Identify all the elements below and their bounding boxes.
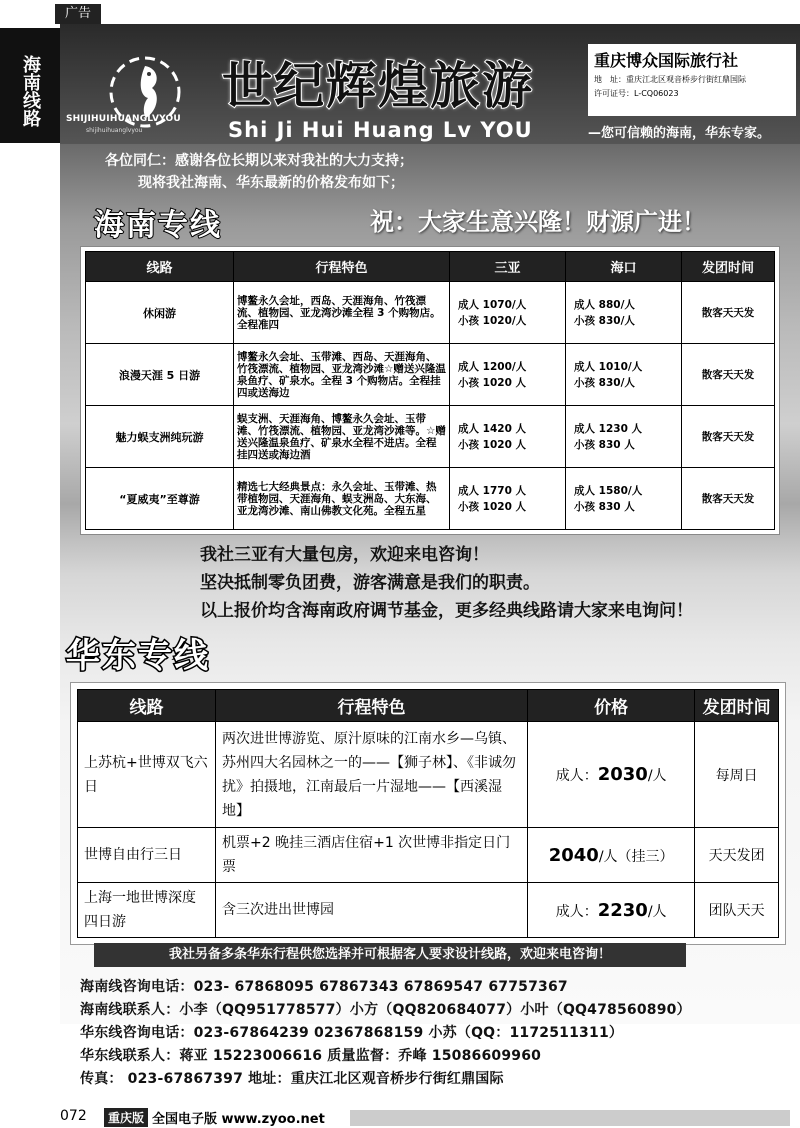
col-header-route: 线路: [78, 690, 216, 722]
route-cell: 上苏杭+世博双飞六日: [78, 722, 216, 828]
route-cell: “夏威夷”至尊游: [86, 468, 234, 530]
features-cell: 机票+2 晚挂三酒店住宿+1 次世博非指定日门票: [216, 828, 528, 883]
departure-cell: 团队天天: [695, 883, 779, 938]
custom-route-notice: 我社另备多条华东行程供您选择并可根据客人要求设计线路，欢迎来电咨询！: [94, 943, 686, 967]
price-value: 2030: [597, 764, 648, 785]
promo-line-2: 坚决抵制零负团费，游客满意是我们的职责。: [200, 573, 540, 593]
table-row: [78, 828, 779, 883]
price-prefix: 成人：: [555, 903, 598, 920]
table-row: [86, 282, 775, 344]
side-section-tab: 海南线路: [0, 28, 60, 143]
col-header-date: 发团时间: [695, 690, 779, 722]
haikou-price-cell: [566, 468, 682, 530]
contact-line-3: 华东线咨询电话：023-67864239 02367868159 小苏（QQ：1172511311）: [80, 1025, 624, 1041]
route-cell: 休闲游: [86, 282, 234, 344]
sanya-price-cell: [450, 406, 566, 468]
child-price: 小孩 830/人: [574, 314, 635, 327]
greeting-line-2: 现将我社海南、华东最新的价格发布如下；: [138, 175, 404, 191]
features-cell: 博鳌永久会址、玉带滩、西岛、天涯海角、竹筏漂流、植物园、亚龙湾沙滩☆赠送兴隆温泉鱼疗、矿泉水。全程 3 个购物店。全程挂四或送海边: [234, 344, 450, 406]
price-cell: [528, 883, 695, 938]
haikou-price-cell: [566, 282, 682, 344]
departure-cell: 每周日: [695, 722, 779, 828]
logo-subtext: shijihuihuanglvyou: [86, 127, 143, 134]
price-suffix: /人（挂三）: [598, 848, 674, 865]
adult-price: 成人 1010/人: [574, 360, 643, 373]
ad-label: 广告: [55, 4, 101, 24]
col-header-features: 行程特色: [216, 690, 528, 722]
adult-price: 成人 1230 人: [574, 422, 643, 435]
col-header-sanya: 三亚: [450, 252, 566, 282]
adult-price: 成人 1420 人: [458, 422, 527, 435]
adult-price: 成人 1070/人: [458, 298, 527, 311]
adult-price: 成人 1580/人: [574, 484, 643, 497]
child-price: 小孩 830 人: [574, 438, 635, 451]
price-prefix: 成人：: [555, 768, 598, 784]
child-price: 小孩 1020 人: [458, 500, 527, 513]
table-row: [86, 468, 775, 530]
child-price: 小孩 830 人: [574, 500, 635, 513]
hainan-price-table: [85, 251, 775, 530]
edition-badge: 重庆版: [104, 1108, 148, 1127]
table-row: [86, 344, 775, 406]
route-cell: 世博自由行三日: [78, 828, 216, 883]
col-header-price: 价格: [528, 690, 695, 722]
table-row: [78, 883, 779, 938]
company-address: 地 址：重庆江北区观音桥步行街红鼎国际: [594, 75, 746, 84]
hainan-table-container: [80, 246, 780, 535]
sanya-price-cell: [450, 468, 566, 530]
brand-pinyin: Shi Ji Hui Huang Lv YOU: [228, 118, 533, 142]
footer-bar: [350, 1110, 790, 1126]
col-header-haikou: 海口: [566, 252, 682, 282]
price-cell: [528, 828, 695, 883]
adult-price: 成人 1770 人: [458, 484, 527, 497]
features-cell: 精选七大经典景点：永久会址、玉带滩、热带植物园、天涯海角、蜈支洲岛、大东海、亚龙湾沙滩、南山佛教文化苑。全程五星: [234, 468, 450, 530]
huadong-table-container: [70, 682, 786, 945]
promo-line-3: 以上报价均含海南政府调节基金，更多经典线路请大家来电询问！: [200, 601, 693, 621]
contact-line-5: 传真： 023-67867397 地址：重庆江北区观音桥步行街红鼎国际: [80, 1071, 504, 1087]
huadong-price-table: [77, 689, 779, 938]
haikou-price-cell: [566, 406, 682, 468]
col-header-route: 线路: [86, 252, 234, 282]
departure-cell: 天天发团: [695, 828, 779, 883]
price-value: 2040: [548, 844, 599, 866]
wish-banner: 祝：大家生意兴隆！财源广进！: [370, 208, 706, 236]
child-price: 小孩 830/人: [574, 376, 635, 389]
company-slogan: —您可信赖的海南，华东专家。: [588, 126, 771, 141]
promo-line-1: 我社三亚有大量包房，欢迎来电咨询！: [200, 545, 489, 565]
website-link[interactable]: 全国电子版 www.zyoo.net: [152, 1112, 325, 1127]
child-price: 小孩 1020 人: [458, 438, 527, 451]
haikou-price-cell: [566, 344, 682, 406]
child-price: 小孩 1020 人: [458, 376, 527, 389]
child-price: 小孩 1020/人: [458, 314, 527, 327]
table-row: [78, 722, 779, 828]
logo-text: SHIJIHUIHUANGLVYOU: [66, 114, 181, 124]
hainan-section-title: 海南专线: [94, 208, 222, 243]
features-cell: 两次进世博游览、原汁原味的江南水乡—乌镇、苏州四大名园林之一的——【狮子林】、《非诚勿扰》拍摄地，江南最后一片湿地——【西溪湿地】: [216, 722, 528, 828]
route-cell: 浪漫天涯 5 日游: [86, 344, 234, 406]
departure-cell: 散客天天发: [682, 406, 775, 468]
company-license: 许可证号：L-CQ06023: [594, 89, 679, 98]
price-cell: [528, 722, 695, 828]
company-info-box: [588, 44, 796, 116]
contact-line-4: 华东线联系人：蒋亚 15223006616 质量监督：乔峰 15086609960: [80, 1048, 542, 1064]
adult-price: 成人 1200/人: [458, 360, 527, 373]
col-header-features: 行程特色: [234, 252, 450, 282]
table-row: [86, 406, 775, 468]
features-cell: 博鳌永久会址，西岛、天涯海角、竹筏漂流、植物园、亚龙湾沙滩全程 3 个购物店。全程准四: [234, 282, 450, 344]
greeting-line-1: 各位同仁：感谢各位长期以来对我社的大力支持；: [105, 153, 413, 169]
sanya-price-cell: [450, 344, 566, 406]
page-number: 072: [60, 1108, 87, 1124]
route-cell: 魅力蜈支洲纯玩游: [86, 406, 234, 468]
adult-price: 成人 880/人: [574, 298, 635, 311]
brand-title: 世纪辉煌旅游: [222, 57, 534, 115]
sanya-price-cell: [450, 282, 566, 344]
route-cell: 上海一地世博深度四日游: [78, 883, 216, 938]
col-header-date: 发团时间: [682, 252, 775, 282]
features-cell: 含三次进出世博园: [216, 883, 528, 938]
departure-cell: 散客天天发: [682, 282, 775, 344]
contact-line-2: 海南线联系人：小李（QQ951778577）小方（QQ820684077）小叶（QQ478560890）: [80, 1002, 691, 1018]
price-suffix: /人: [647, 768, 667, 784]
price-suffix: /人: [647, 903, 667, 920]
departure-cell: 散客天天发: [682, 468, 775, 530]
huadong-section-title: 华东专线: [66, 636, 210, 676]
features-cell: 蜈支洲、天涯海角、博鳌永久会址、玉带滩、竹筏漂流、植物园、亚龙湾沙滩等。☆赠送兴隆温泉鱼疗、矿泉水全程不进店。全程挂四送或海边酒: [234, 406, 450, 468]
company-name: 重庆博众国际旅行社: [594, 51, 739, 70]
contact-line-1: 海南线咨询电话：023- 67868095 67867343 67869547 67757367: [80, 979, 568, 995]
departure-cell: 散客天天发: [682, 344, 775, 406]
price-value: 2230: [597, 899, 648, 921]
